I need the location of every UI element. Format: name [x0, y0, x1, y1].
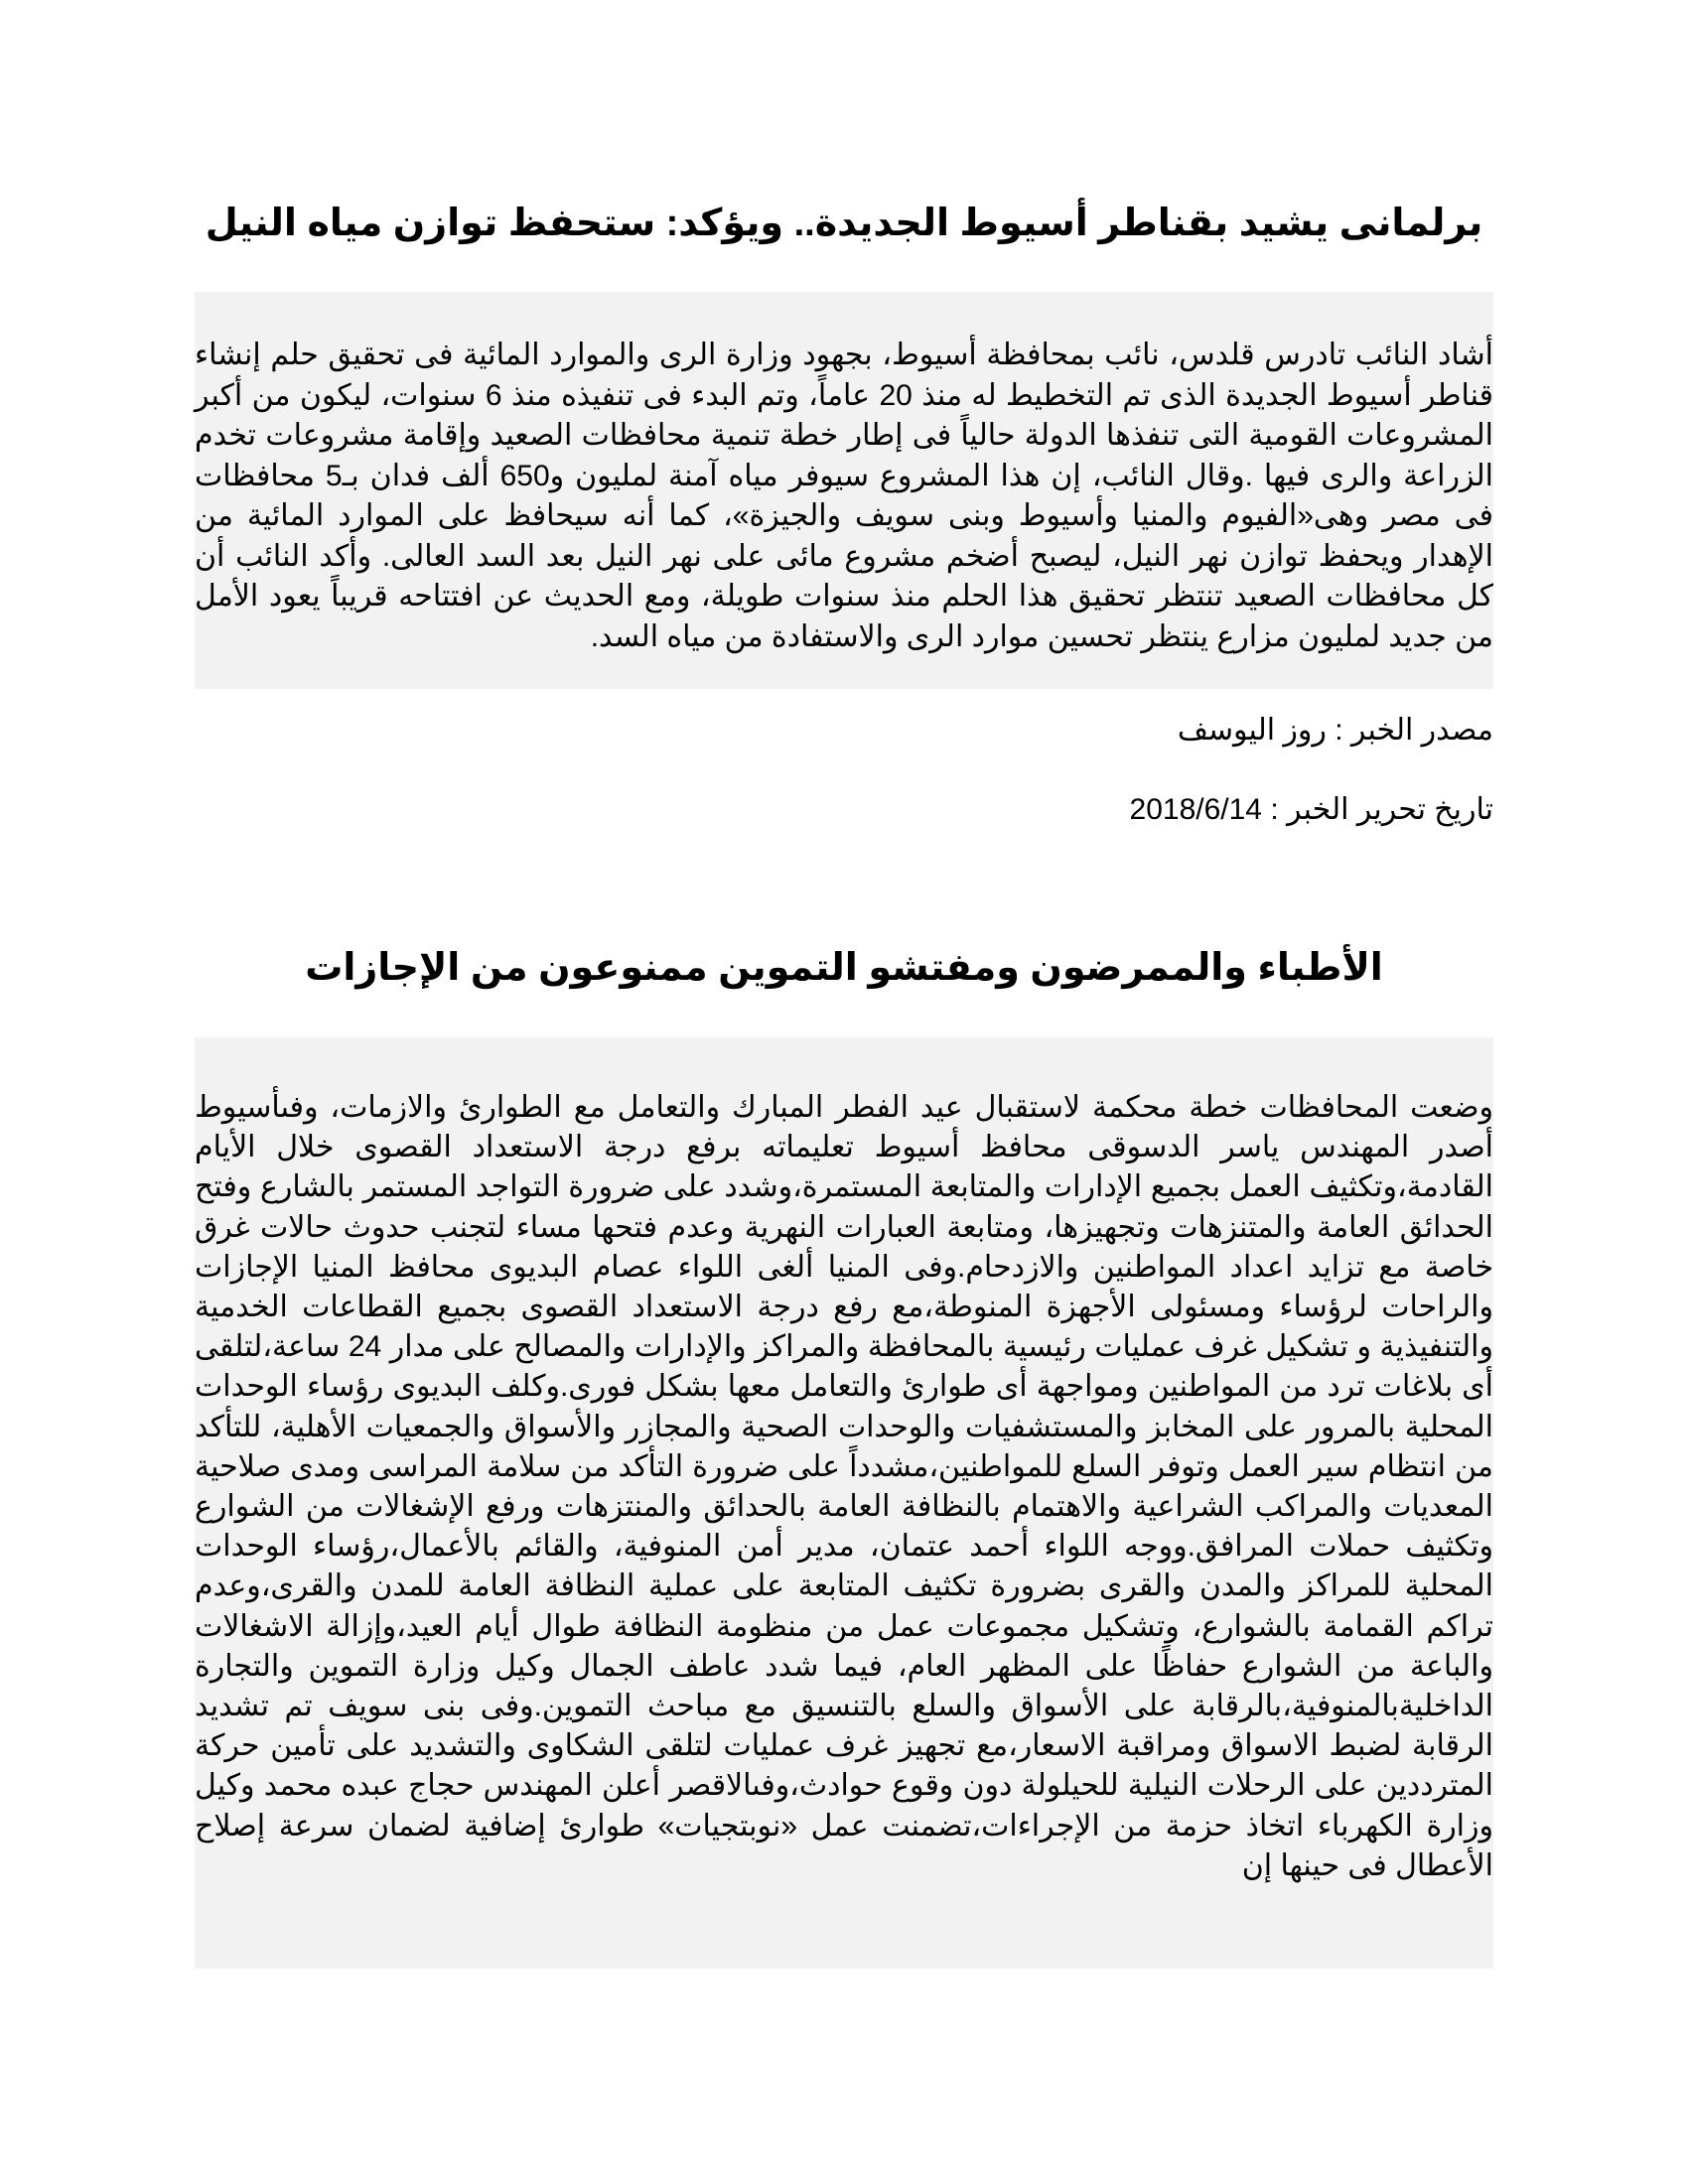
- article-1-date: [195, 790, 1493, 830]
- source-label: مصدر الخبر :: [1335, 714, 1493, 747]
- source-value: روز اليوسف: [1177, 714, 1327, 747]
- article-1-title: برلمانى يشيد بقناطر أسيوط الجديدة.. ويؤكد: ستحفظ توازن مياه النيل: [205, 203, 1483, 244]
- article-1-body: أشاد النائب تادرس قلدس، نائب بمحافظة أسيوط، بجهود وزارة الرى والموارد المائية فى تحقيق حلم إنشاء قناطر أسيوط الجديدة الذى تم التخطيط له منذ 20 عاماً، وتم البدء فى تنفيذه منذ 6 سنوات، ليكون من أكبر المشروعات القومية التى تنفذها الدولة حالياً فى إطار خطة تنمية محافظات الصعيد وإقامة مشروعات تخدم الزراعة والرى فيها .وقال النائب، إن هذا المشروع سيوفر مياه آمنة لمليون و650 ألف فدان بـ5 محافظات فى مصر وهى«الفيوم والمنيا وأسيوط وبنى سويف والجيزة»، كما أنه سيحافظ على الموارد المائية من الإهدار ويحفظ توازن نهر النيل، ليصبح أضخم مشروع مائى على نهر النيل بعد السد العالى. وأكد النائب أن كل محافظات الصعيد تنتظر تحقيق هذا الحلم منذ سنوات طويلة، ومع الحديث عن افتتاحه قريباً يعود الأمل من جديد لمليون مزارع ينتظر تحسين موارد الرى والاستفادة من مياه السد.: [195, 292, 1493, 689]
- article-1-source: [195, 711, 1493, 751]
- date-value: 2018/6/14: [1129, 793, 1262, 826]
- date-label: تاريخ تحرير الخبر :: [1270, 793, 1493, 826]
- article-2-body: وضعت المحافظات خطة محكمة لاستقبال عيد الفطر المبارك والتعامل مع الطوارئ والازمات، وفىأسيوط أصدر المهندس ياسر الدسوقى محافظ أسيوط تعليماته برفع درجة الاستعداد القصوى خلال الأيام القادمة،وتكثيف العمل بجميع الإدارات والمتابعة المستمرة،وشدد على ضرورة التواجد المستمر بالشارع وفتح الحدائق العامة والمتنزهات وتجهيزها، ومتابعة العبارات النهرية وعدم فتحها مساء لتجنب حدوث حالات غرق خاصة مع تزايد اعداد المواطنين والازدحام.وفى المنيا ألغى اللواء عصام البديوى محافظ المنيا الإجازات والراحات لرؤساء ومسئولى الأجهزة المنوطة،مع رفع درجة الاستعداد القصوى بجميع القطاعات الخدمية والتنفيذية و تشكيل غرف عمليات رئيسية بالمحافظة والمراكز والإدارات والمصالح على مدار 24 ساعة،لتلقى أى بلاغات ترد من المواطنين ومواجهة أى طوارئ والتعامل معها بشكل فورى.وكلف البديوى رؤساء الوحدات المحلية بالمرور على المخابز والمستشفيات والوحدات الصحية والمجازر والأسواق والجمعيات الأهلية، للتأكد من انتظام سير العمل وتوفر السلع للمواطنين،مشدداً على ضرورة التأكد من سلامة المراسى ومدى صلاحية المعديات والمراكب الشراعية والاهتمام بالنظافة العامة بالحدائق والمنتزهات ورفع الإشغالات من الشوارع وتكثيف حملات المرافق.ووجه اللواء أحمد عتمان، مدير أمن المنوفية، والقائم بالأعمال،رؤساء الوحدات المحلية للمراكز والمدن والقرى بضرورة تكثيف المتابعة على عملية النظافة العامة للمدن والقرى،وعدم تراكم القمامة بالشوارع، وتشكيل مجموعات عمل من منظومة النظافة طوال أيام العيد،وإزالة الاشغالات والباعة من الشوارع حفاظًا على المظهر العام، فيما شدد عاطف الجمال وكيل وزارة التموين والتجارة الداخليةبالمنوفية،بالرقابة على الأسواق والسلع بالتنسيق مع مباحث التموين.وفى بنى سويف تم تشديد الرقابة لضبط الاسواق ومراقبة الاسعار،مع تجهيز غرف عمليات لتلقى الشكاوى والتشديد على تأمين حركة المترددين على الرحلات النيلية للحيلولة دون وقوع حوادث،وفىالاقصر أعلن المهندس حجاج عبده محمد وكيل وزارة الكهرباء اتخاذ حزمة من الإجراءات،تضمنت عمل «نوبتجيات» طوارئ إضافية لضمان سرعة إصلاح الأعطال فى حينها إن: [195, 1037, 1493, 1969]
- article-2-title: الأطباء والممرضون ومفتشو التموين ممنوعون من الإجازات: [305, 947, 1383, 989]
